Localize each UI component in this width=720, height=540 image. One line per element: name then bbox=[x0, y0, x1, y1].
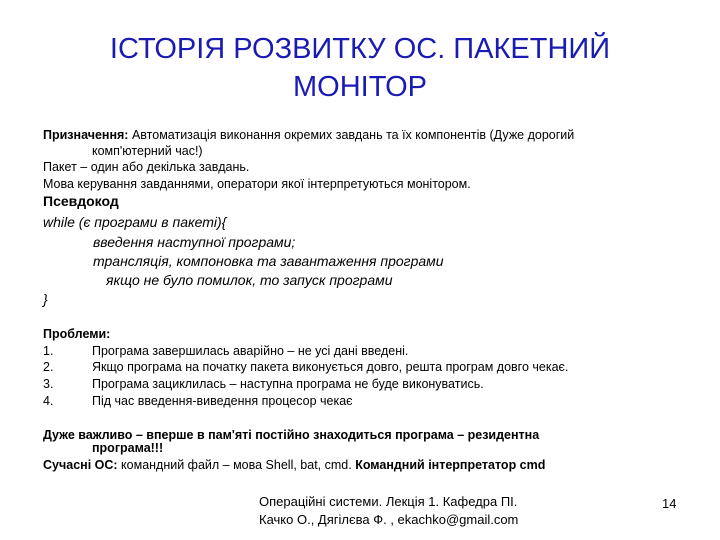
problem-num: 1. bbox=[43, 344, 54, 358]
problem-text: Під час введення-виведення процесор чекає bbox=[92, 394, 353, 408]
modern-os-line bbox=[43, 457, 545, 473]
problem-text: Якщо програма на початку пакета виконується довго, решта програм довго чекає. bbox=[92, 360, 569, 374]
title-line-1: ІСТОРІЯ РОЗВИТКУ ОС. ПАКЕТНИЙ bbox=[109, 33, 611, 65]
language-definition: Мова керування завданнями, оператори якої інтерпретуються монітором. bbox=[43, 177, 471, 191]
important-line-2: програма!!! bbox=[92, 441, 164, 455]
modern-os-interpreter: Командний інтерпретатор cmd bbox=[355, 458, 546, 472]
footer-authors: Качко О., Дягілєва Ф. , ekachko@gmail.com bbox=[259, 512, 519, 527]
footer-course: Операційні системи. Лекція 1. Кафедра ПІ. bbox=[259, 494, 518, 509]
modern-os-text: командний файл – мова Shell, bat, cmd. bbox=[117, 458, 356, 472]
slide-title bbox=[0, 30, 720, 106]
problems-heading: Проблеми: bbox=[43, 327, 111, 341]
page-number: 14 bbox=[662, 496, 677, 511]
modern-os-label: Сучасні ОС: bbox=[43, 458, 118, 472]
pseudocode-heading: Псевдокод bbox=[43, 193, 119, 209]
purpose-continuation: комп'ютерний час!) bbox=[92, 144, 203, 158]
purpose-text: Автоматизація виконання окремих завдань та їх компонентів (Дуже дорогий bbox=[128, 128, 575, 142]
pseudocode-line-1: введення наступної програми; bbox=[93, 234, 296, 250]
package-definition: Пакет – один або декілька завдань. bbox=[43, 160, 250, 174]
problem-num: 3. bbox=[43, 377, 54, 391]
problem-num: 2. bbox=[43, 360, 54, 374]
pseudocode-close: } bbox=[43, 291, 48, 307]
purpose-label: Призначення: bbox=[43, 128, 129, 142]
purpose-line bbox=[43, 127, 574, 143]
footer bbox=[259, 493, 518, 529]
problem-num: 4. bbox=[43, 394, 54, 408]
pseudocode-while: while (є програми в пакеті){ bbox=[43, 214, 227, 230]
title-line-2: МОНІТОР bbox=[292, 71, 428, 103]
problem-text: Програма завершилась аварійно – не усі дані введені. bbox=[92, 344, 409, 358]
pseudocode-line-3: якщо не було помилок, то запуск програми bbox=[106, 272, 393, 288]
problem-text: Програма зациклилась – наступна програма не буде виконуватись. bbox=[92, 377, 484, 391]
important-line-1: Дуже важливо – вперше в пам'яті постійно знаходиться програма – резидентна bbox=[43, 428, 540, 442]
pseudocode-line-2: трансляція, компоновка та завантаження програми bbox=[93, 253, 444, 269]
